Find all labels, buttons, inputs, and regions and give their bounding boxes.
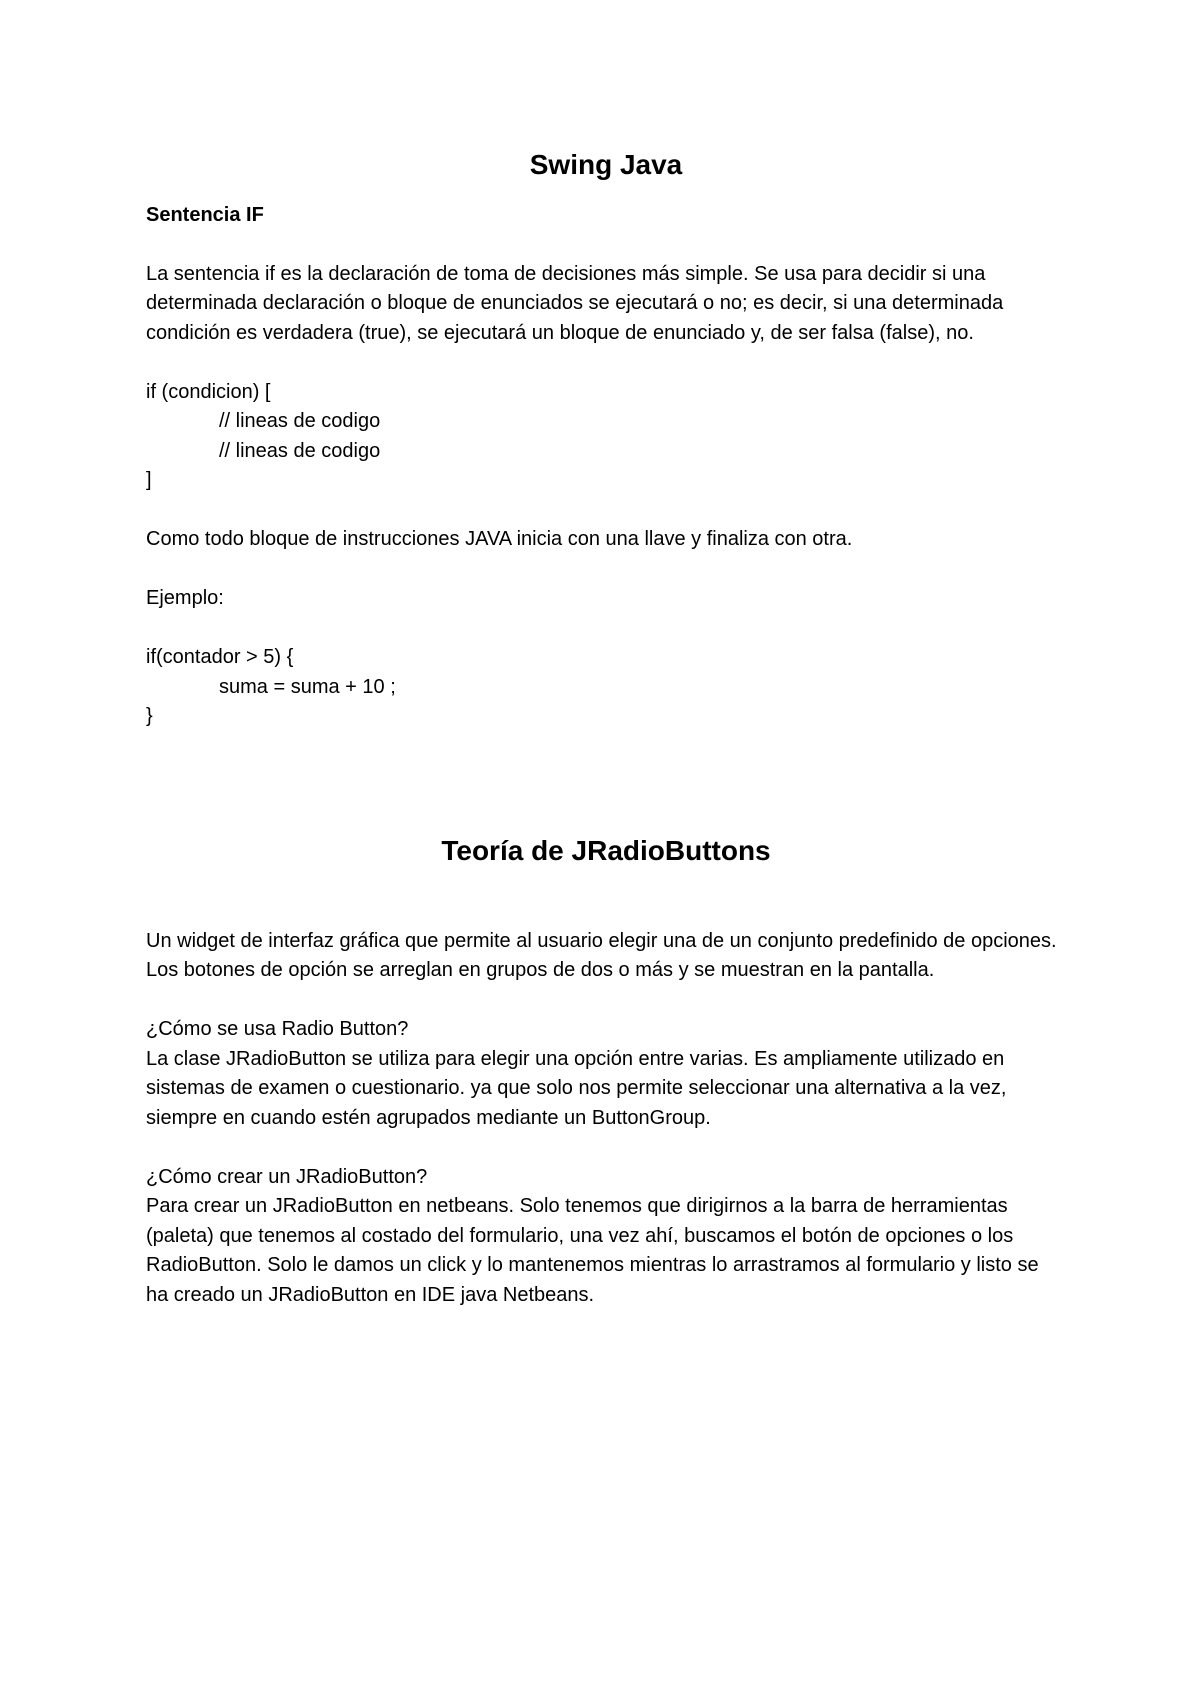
section-heading-sentencia-if: Sentencia IF: [146, 204, 264, 226]
paragraph-bloque-instrucciones: Como todo bloque de instrucciones JAVA inicia con una llave y finaliza con otra.: [146, 528, 853, 550]
question-como-crear: ¿Cómo crear un JRadioButton?: [146, 1165, 428, 1188]
code-line: suma = suma + 10 ;: [219, 675, 396, 698]
example-label: Ejemplo:: [146, 587, 224, 609]
document-title: Swing Java: [529, 149, 683, 180]
code-line: if(contador > 5) {: [146, 646, 294, 668]
code-line: ]: [146, 469, 152, 491]
document-content: [146, 146, 1066, 1310]
code-line: if (condicion) [: [146, 380, 271, 403]
code-line: // lineas de codigo: [219, 410, 381, 432]
question-como-se-usa: ¿Cómo se usa Radio Button?: [146, 1018, 409, 1040]
answer-como-se-usa: La clase JRadioButton se utiliza para elegir una opción entre varias. Es ampliamente utilizado en sistemas de examen o cuestionario. ya que solo nos permite seleccionar una alternativa a la vez, siempre en cuando estén agrupados mediante un ButtonGroup.: [146, 1047, 1007, 1129]
paragraph-widget-description: Un widget de interfaz gráfica que permite al usuario elegir una de un conjunto predefinido de opciones. Los botones de opción se arreglan en grupos de dos o más y se muestran en la pantalla.: [146, 929, 1057, 981]
paragraph-sentencia-if: La sentencia if es la declaración de toma de decisiones más simple. Se usa para decidir si una determinada declaración o bloque de enunciados se ejecutará o no; es decir, si una determinada condición es verdadera (true), se ejecutará un bloque de enunciado y, de ser falsa (false), no.: [146, 262, 1004, 344]
code-block-example: [146, 643, 1066, 732]
code-line: // lineas de codigo: [219, 439, 381, 462]
code-line: }: [146, 705, 153, 727]
section-title-jradiobuttons: Teoría de JRadioButtons: [441, 834, 771, 866]
code-block-if-syntax: [146, 378, 1066, 496]
answer-como-crear: Para crear un JRadioButton en netbeans. Solo tenemos que dirigirnos a la barra de herramientas (paleta) que tenemos al costado del formulario, una vez ahí, buscamos el botón de opciones o los RadioButton. Solo le damos un click y lo mantenemos mientras lo arrastramos al formulario y listo se ha creado un JRadioButton en IDE java Netbeans.: [146, 1195, 1039, 1306]
